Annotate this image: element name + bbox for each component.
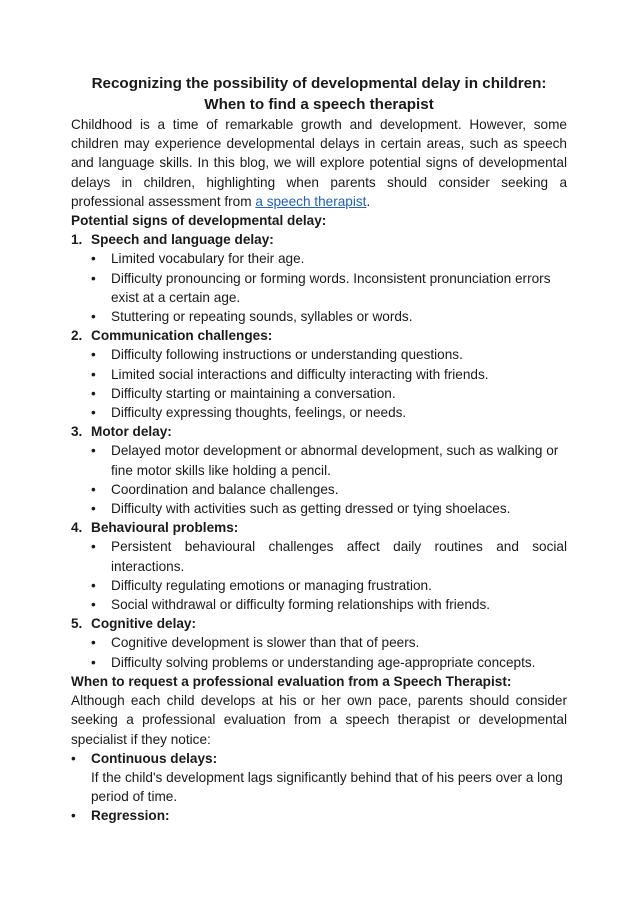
signs-heading: Potential signs of developmental delay:: [71, 213, 327, 229]
bullet-icon: •: [91, 501, 96, 517]
section-items: [71, 537, 567, 614]
item-heading: Regression:: [91, 808, 170, 824]
bullet-icon: •: [91, 654, 96, 670]
bullet-icon: •: [91, 385, 96, 401]
list-item: • Difficulty solving problems or understanding age-appropriate concepts.: [91, 653, 567, 672]
list-item: • Coordination and balance challenges.: [91, 480, 567, 499]
bullet-icon: •: [91, 577, 96, 593]
signs-list: [71, 230, 567, 672]
list-item: • Limited vocabulary for their age.: [91, 249, 567, 268]
list-item: • Limited social interactions and difficulty interacting with friends.: [91, 365, 567, 384]
list-item: • Difficulty following instructions or understanding questions.: [91, 345, 567, 364]
bullet-icon: •: [71, 750, 76, 766]
bullet-icon: •: [91, 251, 96, 267]
section-title: Communication challenges:: [91, 328, 273, 344]
speech-therapist-link[interactable]: a speech therapist: [255, 193, 367, 209]
list-item: • Difficulty regulating emotions or managing frustration.: [91, 576, 567, 595]
list-item: [71, 806, 567, 825]
evaluation-heading: When to request a professional evaluation from a Speech Therapist:: [71, 673, 512, 689]
list-item: • Difficulty expressing thoughts, feelings, or needs.: [91, 403, 567, 422]
section-communication: [71, 326, 567, 422]
bullet-icon: •: [91, 270, 96, 286]
section-title: Behavioural problems:: [91, 520, 239, 536]
list-item: • Stuttering or repeating sounds, syllables or words.: [91, 307, 567, 326]
document-title: [71, 74, 567, 115]
section-title: Cognitive delay:: [91, 616, 196, 632]
bullet-icon: •: [91, 309, 96, 325]
section-title: Motor delay:: [91, 424, 172, 440]
bullet-icon: •: [91, 597, 96, 613]
section-number: 1.: [71, 232, 83, 248]
section-cognitive: [71, 614, 567, 672]
section-heading: [71, 326, 567, 345]
section-items: [71, 441, 567, 518]
title-line-2: When to find a speech therapist: [204, 95, 434, 113]
section-number: 4.: [71, 520, 83, 536]
list-item: • Difficulty starting or maintaining a conversation.: [91, 384, 567, 403]
list-item: • Cognitive development is slower than that of peers.: [91, 633, 567, 652]
section-heading: [71, 518, 567, 537]
bullet-icon: •: [91, 366, 96, 382]
bullet-icon: •: [71, 808, 76, 824]
evaluation-list: [71, 749, 567, 826]
section-speech-language: [71, 230, 567, 326]
list-item: • Difficulty with activities such as getting dressed or tying shoelaces.: [91, 499, 567, 518]
section-heading: [71, 422, 567, 441]
section-heading: [71, 230, 567, 249]
title-line-1: Recognizing the possibility of developmental delay in children:: [91, 75, 547, 92]
bullet-icon: •: [91, 443, 96, 459]
bullet-icon: •: [91, 405, 96, 421]
section-heading: [71, 614, 567, 633]
bullet-icon: •: [91, 635, 96, 651]
list-item: • Persistent behavioural challenges affect daily routines and social interactions.: [91, 537, 567, 575]
section-motor: [71, 422, 567, 518]
bullet-icon: •: [91, 347, 96, 363]
intro-text: Childhood is a time of remarkable growth and development. However, some children may experience developmental delays in certain areas, such as speech and language skills. In this blog, we will explore potential signs of developmental delays in children, highlighting when parents should consider seeking a professional assessment from: [71, 117, 567, 209]
list-item: [71, 749, 567, 807]
section-title: Speech and language delay:: [91, 232, 274, 248]
section-items: [71, 633, 567, 671]
intro-paragraph: [71, 115, 567, 211]
bullet-icon: •: [91, 539, 96, 555]
list-item: • Social withdrawal or difficulty forming relationships with friends.: [91, 595, 567, 614]
intro-text-end: .: [366, 193, 371, 209]
section-number: 2.: [71, 328, 83, 344]
list-item: • Difficulty pronouncing or forming words. Inconsistent pronunciation errors exist at a certain age.: [91, 269, 567, 307]
item-text: If the child's development lags significantly behind that of his peers over a long period of time.: [91, 769, 563, 805]
section-items: [71, 249, 567, 326]
item-heading: Continuous delays:: [91, 750, 218, 766]
list-item: • Delayed motor development or abnormal development, such as walking or fine motor skills like holding a pencil.: [91, 441, 567, 479]
section-number: 5.: [71, 616, 83, 632]
section-behavioural: [71, 518, 567, 614]
section-items: [71, 345, 567, 422]
bullet-icon: •: [91, 481, 96, 497]
evaluation-paragraph: Although each child develops at his or her own pace, parents should consider seeking a professional evaluation from a speech therapist or developmental specialist if they notice:: [71, 693, 567, 747]
section-number: 3.: [71, 424, 83, 440]
